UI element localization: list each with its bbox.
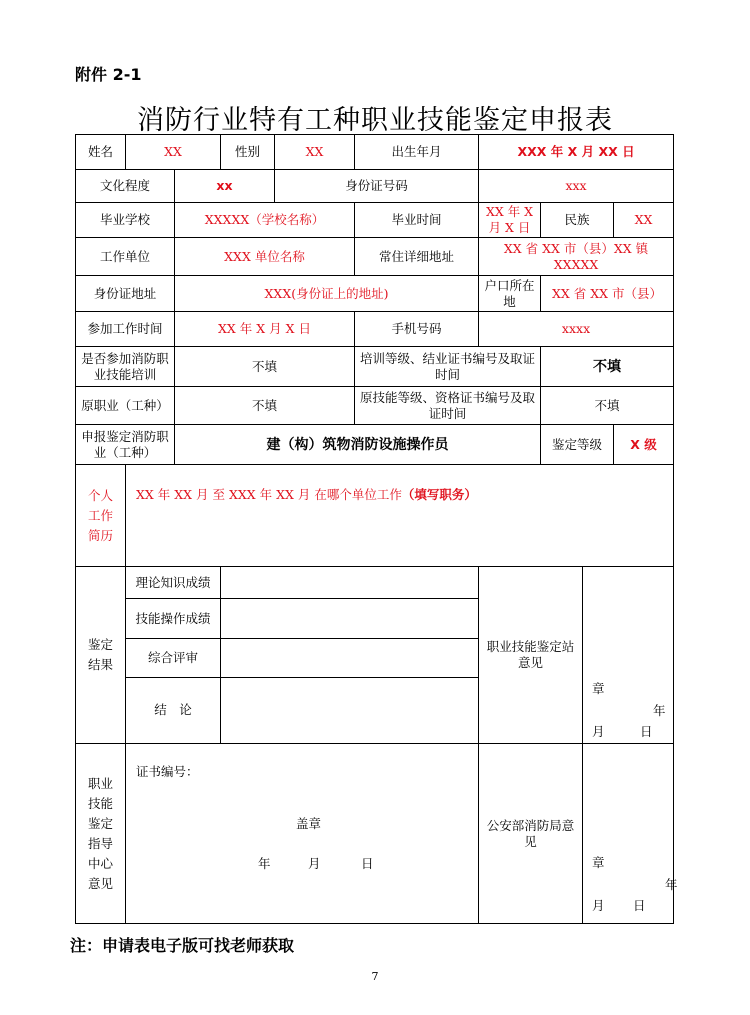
row-id-address (76, 276, 674, 312)
row-job-start (76, 312, 674, 347)
id-address-label: 身份证地址 (76, 276, 175, 312)
training-value[interactable]: 不填 (175, 347, 355, 387)
hukou-label: 户口所在地 (479, 276, 541, 312)
graduation-label: 毕业时间 (355, 203, 479, 238)
original-cert-label: 原技能等级、资格证书编号及取证时间 (355, 387, 541, 425)
phone-value[interactable]: xxxx (479, 312, 674, 347)
row-apply (76, 425, 674, 465)
station-opinion-area[interactable] (583, 567, 674, 744)
mps-day: 日 (633, 897, 646, 913)
resume-label: 个人工作简历 (76, 465, 126, 567)
name-value[interactable]: XX (126, 135, 221, 170)
address-label: 常住详细地址 (355, 238, 479, 276)
address-value[interactable]: XX 省 XX 市（县）XX 镇 XXXXX (479, 238, 674, 276)
education-value[interactable]: xx (175, 170, 275, 203)
mps-seal-label: 章 (592, 854, 605, 870)
station-month: 月 (592, 724, 605, 739)
theory-value[interactable] (221, 567, 479, 599)
row-resume (76, 465, 674, 567)
hukou-value[interactable]: XX 省 XX 市（县） (541, 276, 674, 312)
cert-number-label: 证书编号： (136, 764, 199, 779)
graduation-value[interactable]: XX 年 X 月 X 日 (479, 203, 541, 238)
attachment-label: 附件 2-1 (75, 65, 142, 84)
original-job-value[interactable]: 不填 (175, 387, 355, 425)
footer-note: 注：申请表电子版可找老师获取 (70, 936, 295, 955)
level-value[interactable]: X 级 (614, 425, 674, 465)
apply-job-label: 申报鉴定消防职业（工种） (76, 425, 175, 465)
id-number-label: 身份证号码 (275, 170, 479, 203)
mps-month: 月 (592, 897, 605, 913)
id-address-value[interactable]: XXX(身份证上的地址) (175, 276, 479, 312)
skill-label: 技能操作成绩 (126, 599, 221, 639)
station-day: 日 (640, 724, 653, 739)
phone-label: 手机号码 (355, 312, 479, 347)
center-month: 月 (308, 856, 321, 871)
original-cert-value[interactable]: 不填 (541, 387, 674, 425)
station-year: 年 (653, 703, 666, 718)
form-title: 消防行业特有工种职业技能鉴定申报表 (137, 105, 613, 136)
school-label: 毕业学校 (76, 203, 175, 238)
resume-text: XX 年 XX 月 至 XXX 年 XX 月 在哪个单位工作 (136, 487, 402, 502)
skill-value[interactable] (221, 599, 479, 639)
ethnicity-label: 民族 (541, 203, 614, 238)
result-label: 鉴定结果 (76, 567, 126, 744)
training-label: 是否参加消防职业技能培训 (76, 347, 175, 387)
center-opinion-label: 职业技能鉴定指导中心意见 (76, 744, 126, 924)
original-job-label: 原职业（工种） (76, 387, 175, 425)
row-school (76, 203, 674, 238)
center-opinion-area[interactable] (126, 744, 479, 924)
row-education (76, 170, 674, 203)
gender-value[interactable]: XX (275, 135, 355, 170)
apply-job-value[interactable]: 建（构）筑物消防设施操作员 (175, 425, 541, 465)
application-form-table (75, 134, 678, 924)
education-label: 文化程度 (76, 170, 175, 203)
id-number-value[interactable]: xxx (479, 170, 674, 203)
station-seal-label: 章 (592, 681, 605, 696)
review-label: 综合评审 (126, 639, 221, 677)
page-number: 7 (371, 970, 379, 983)
station-opinion-label: 职业技能鉴定站意见 (479, 567, 583, 744)
review-value[interactable] (221, 639, 479, 677)
resume-highlight: （填写职务） (401, 487, 477, 502)
job-start-label: 参加工作时间 (76, 312, 175, 347)
mps-year: 年 (665, 876, 678, 892)
gender-label: 性别 (221, 135, 275, 170)
row-work (76, 238, 674, 276)
birth-label: 出生年月 (355, 135, 479, 170)
school-value[interactable]: XXXXX（学校名称） (175, 203, 355, 238)
row-basic-info (76, 135, 674, 170)
row-original-job (76, 387, 674, 425)
center-year: 年 (258, 856, 271, 871)
level-label: 鉴定等级 (541, 425, 614, 465)
row-center (76, 744, 674, 924)
conclusion-value[interactable] (221, 677, 479, 743)
row-training (76, 347, 674, 387)
resume-content[interactable] (126, 465, 674, 567)
center-day: 日 (361, 856, 374, 871)
theory-label: 理论知识成绩 (126, 567, 221, 599)
birth-value[interactable]: XXX 年 X 月 XX 日 (479, 135, 674, 170)
work-unit-label: 工作单位 (76, 238, 175, 276)
name-label: 姓名 (76, 135, 126, 170)
training-cert-value[interactable]: 不填 (541, 347, 674, 387)
work-unit-value[interactable]: XXX 单位名称 (175, 238, 355, 276)
training-cert-label: 培训等级、结业证书编号及取证时间 (355, 347, 541, 387)
mps-opinion-area[interactable] (583, 744, 678, 924)
ethnicity-value[interactable]: XX (614, 203, 674, 238)
job-start-value[interactable]: XX 年 X 月 X 日 (175, 312, 355, 347)
conclusion-label: 结 论 (126, 677, 221, 743)
row-theory (76, 567, 674, 599)
center-stamp-label: 盖章 (296, 816, 322, 831)
mps-opinion-label: 公安部消防局意见 (479, 744, 583, 924)
